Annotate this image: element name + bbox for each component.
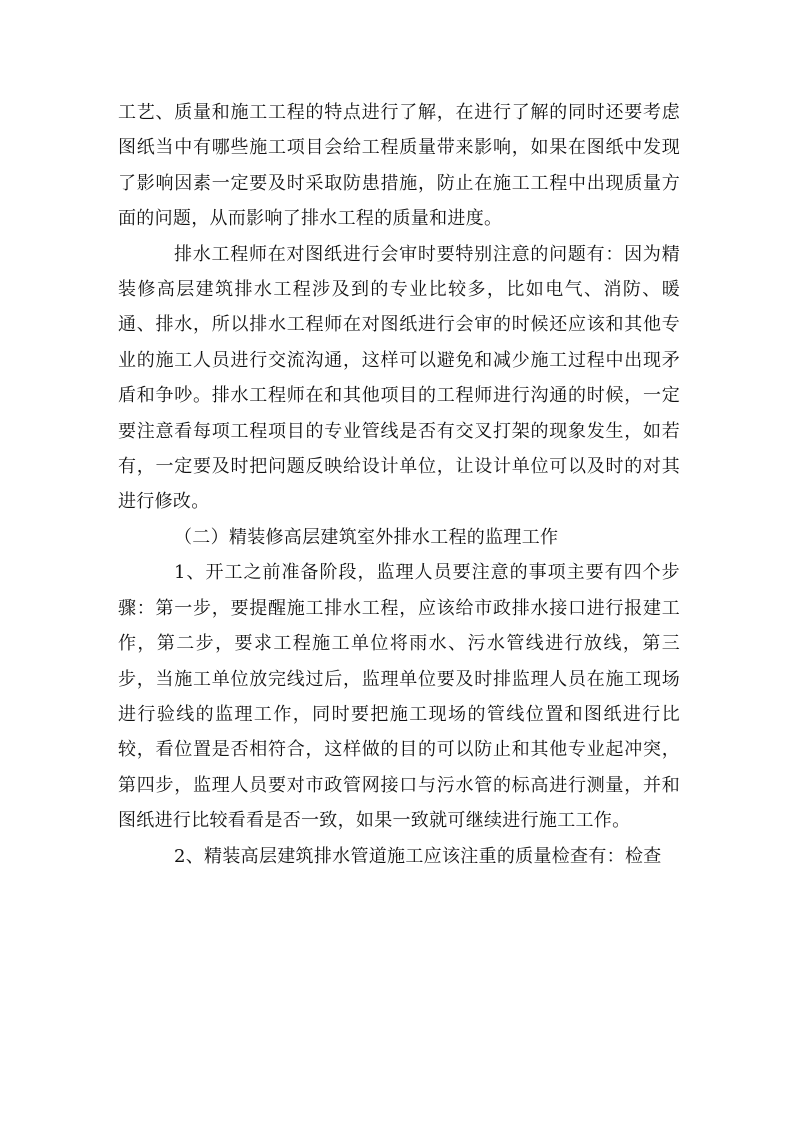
- paragraph-continuation: 工艺、质量和施工工程的特点进行了解，在进行了解的同时还要考虑图纸当中有哪些施工项目会给工程质量带来影响，如果在图纸中发现了影响因素一定要及时采取防患措施，防止在施工工程中出现质量方面的问题，从而影响了排水工程的质量和进度。: [118, 102, 680, 230]
- paragraph-quality-check: 2、精装高层建筑排水管道施工应该注重的质量检查有：检查: [174, 845, 662, 867]
- document-page: [118, 95, 680, 874]
- paragraph-preparation-stage: 1、开工之前准备阶段，监理人员要注意的事项主要有四个步骤：第一步，要提醒施工排水工程，应该给市政排水接口进行报建工作，第二步，要求工程施工单位将雨水、污水管线进行放线，第三步，当施工单位放完线过后，监理单位要及时排监理人员在施工现场进行验线的监理工作，同时要把施工现场的管线位置和图纸进行比较，看位置是否相符合，这样做的目的可以防止和其他专业起冲突，第四步，监理人员要对市政管网接口与污水管的标高进行测量，并和图纸进行比较看看是否一致，如果一致就可继续进行施工工作。: [118, 562, 680, 832]
- section-heading: （二）精装修高层建筑室外排水工程的监理工作: [174, 526, 559, 548]
- paragraph-drawing-review: 排水工程师在对图纸进行会审时要特别注意的问题有：因为精装修高层建筑排水工程涉及到的专业比较多，比如电气、消防、暖通、排水，所以排水工程师在对图纸进行会审的时候还应该和其他专业的施工人员进行交流沟通，这样可以避免和减少施工过程中出现矛盾和争吵。排水工程师在和其他项目的工程师进行沟通的时候，一定要注意看每项工程项目的专业管线是否有交叉打架的现象发生，如若有，一定要及时把问题反映给设计单位，让设计单位可以及时的对其进行修改。: [118, 243, 680, 513]
